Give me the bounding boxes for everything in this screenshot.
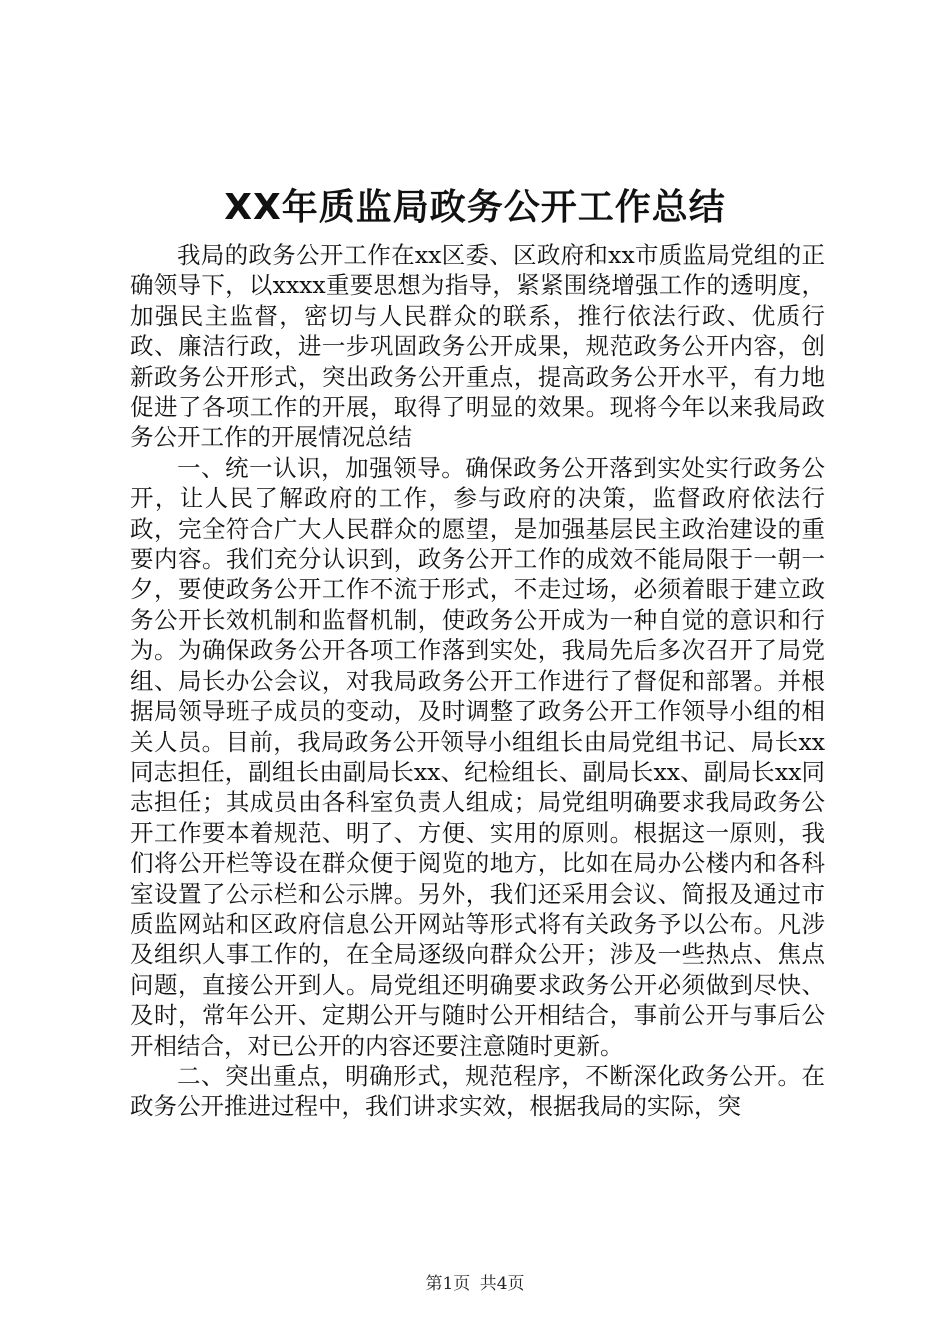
document-body <box>130 240 825 1122</box>
document-title: XX年质监局政务公开工作总结 <box>224 187 726 228</box>
page-footer <box>0 1273 950 1295</box>
page-total: 共4页 <box>479 1274 525 1294</box>
paragraph-section-two: 二、突出重点，明确形式，规范程序，不断深化政务公开。在政务公开推进过程中，我们讲求实效，根据我局的实际，突 <box>130 1061 825 1121</box>
page-number: 第1页 <box>425 1274 471 1294</box>
paragraph-section-one: 一、统一认识，加强领导。确保政务公开落到实处实行政务公开，让人民了解政府的工作，参与政府的决策，监督政府依法行政，完全符合广大人民群众的愿望，是加强基层民主政治建设的重要内容。我们充分认识到，政务公开工作的成效不能局限于一朝一夕，要使政务公开工作不流于形式，不走过场，必须着眼于建立政务公开长效机制和监督机制，使政务公开成为一种自觉的意识和行为。为确保政务公开各项工作落到实处，我局先后多次召开了局党组、局长办公会议，对我局政务公开工作进行了督促和部署。并根据局领导班子成员的变动，及时调整了政务公开工作领导小组的相关人员。目前，我局政务公开领导小组组长由局党组书记、局长xx同志担任，副组长由副局长xx、纪检组长、副局长xx、副局长xx同志担任；其成员由各科室负责人组成；局党组明确要求我局政务公开工作要本着规范、明了、方便、实用的原则。根据这一原则，我们将公开栏等设在群众便于阅览的地方，比如在局办公楼内和各科室设置了公示栏和公示牌。另外，我们还采用会议、简报及通过市质监网站和区政府信息公开网站等形式将有关政务予以公布。凡涉及组织人事工作的，在全局逐级向群众公开；涉及一些热点、焦点问题，直接公开到人。局党组还明确要求政务公开必须做到尽快、及时，常年公开、定期公开与随时公开相结合，事前公开与事后公开相结合，对已公开的内容还要注意随时更新。 <box>130 453 825 1060</box>
paragraph-intro: 我局的政务公开工作在xx区委、区政府和xx市质监局党组的正确领导下，以xxxx重要思想为指导，紧紧围绕增强工作的透明度，加强民主监督，密切与人民群众的联系，推行依法行政、优质行政、廉洁行政，进一步巩固政务公开成果，规范政务公开内容，创新政务公开形式，突出政务公开重点，提高政务公开水平，有力地促进了各项工作的开展，取得了明显的效果。现将今年以来我局政务公开工作的开展情况总结 <box>130 241 825 452</box>
